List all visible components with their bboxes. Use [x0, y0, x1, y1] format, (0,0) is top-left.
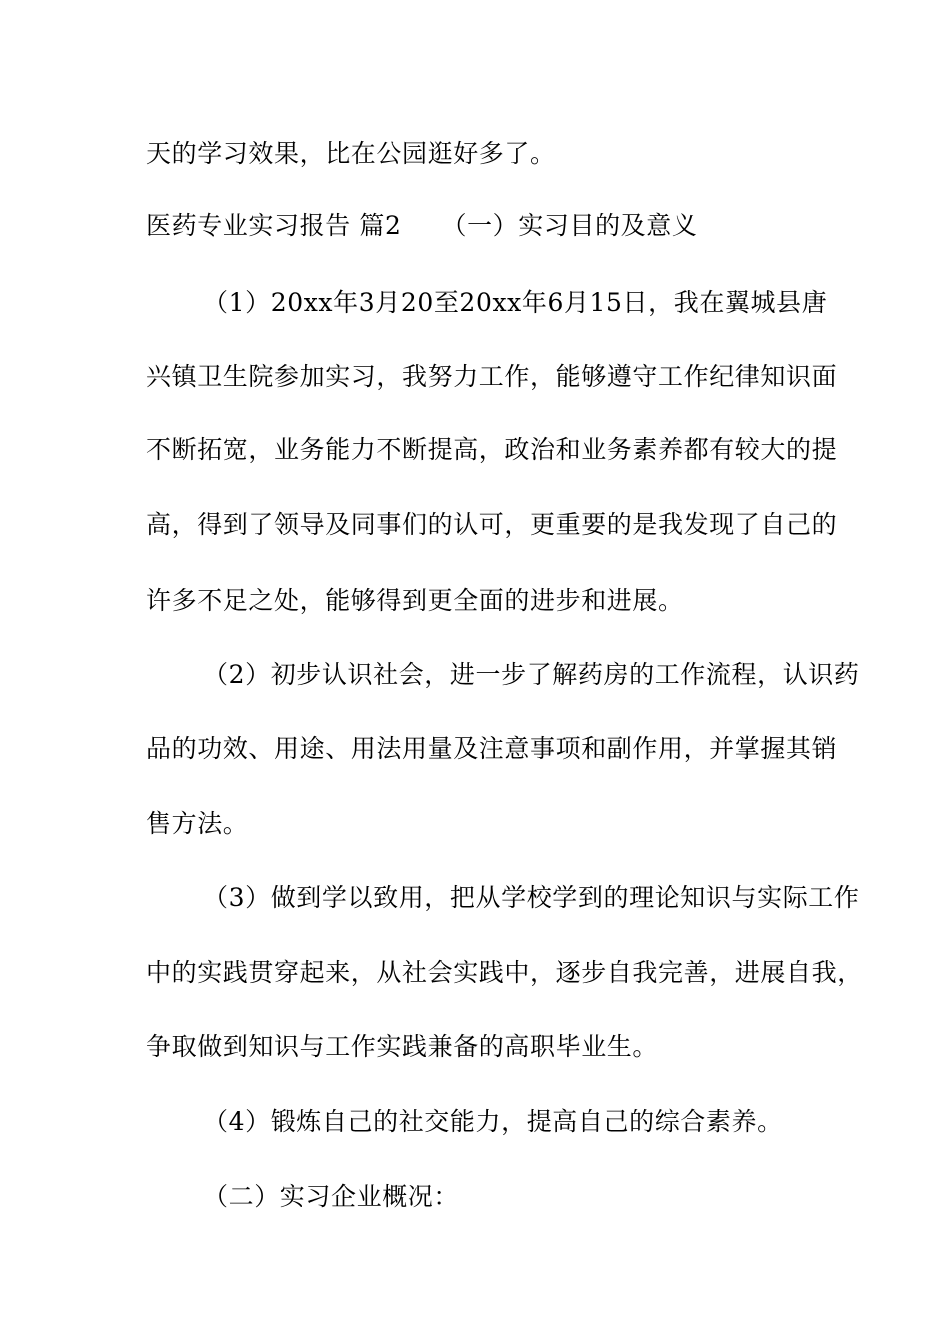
paragraph-start: （4）锻炼自己的社交能力，提高自己的综合素养。	[203, 1107, 783, 1136]
section-heading-line	[146, 210, 697, 242]
text-line: 中的实践贯穿起来，从社会实践中，逐步自我完善，进展自我，	[146, 958, 863, 987]
report-title: 医药专业实习报告 篇2	[146, 211, 402, 240]
text-line: 争取做到知识与工作实践兼备的高职毕业生。	[146, 1032, 659, 1061]
text-line: 兴镇卫生院参加实习，我努力工作，能够遵守工作纪律知识面	[146, 362, 838, 391]
section-heading: （一）实习目的及意义	[441, 211, 698, 240]
paragraph-start: （2）初步认识社会，进一步了解药房的工作流程，认识药	[203, 660, 860, 689]
text-line: 品的功效、用途、用法用量及注意事项和副作用，并掌握其销	[146, 734, 838, 763]
text-line: 天的学习效果，比在公园逛好多了。	[146, 139, 556, 168]
section-heading: （二）实习企业概况：	[203, 1182, 460, 1211]
paragraph-start: （1）20xx年3月20至20xx年6月15日，我在翼城县唐	[203, 288, 828, 317]
paragraph-start: （3）做到学以致用，把从学校学到的理论知识与实际工作	[203, 883, 860, 912]
text-line: 高，得到了领导及同事们的认可，更重要的是我发现了自己的	[146, 510, 838, 539]
text-line: 许多不足之处，能够得到更全面的进步和进展。	[146, 586, 684, 615]
text-line: 售方法。	[146, 809, 249, 838]
text-line: 不断拓宽，业务能力不断提高，政治和业务素养都有较大的提	[146, 435, 838, 464]
